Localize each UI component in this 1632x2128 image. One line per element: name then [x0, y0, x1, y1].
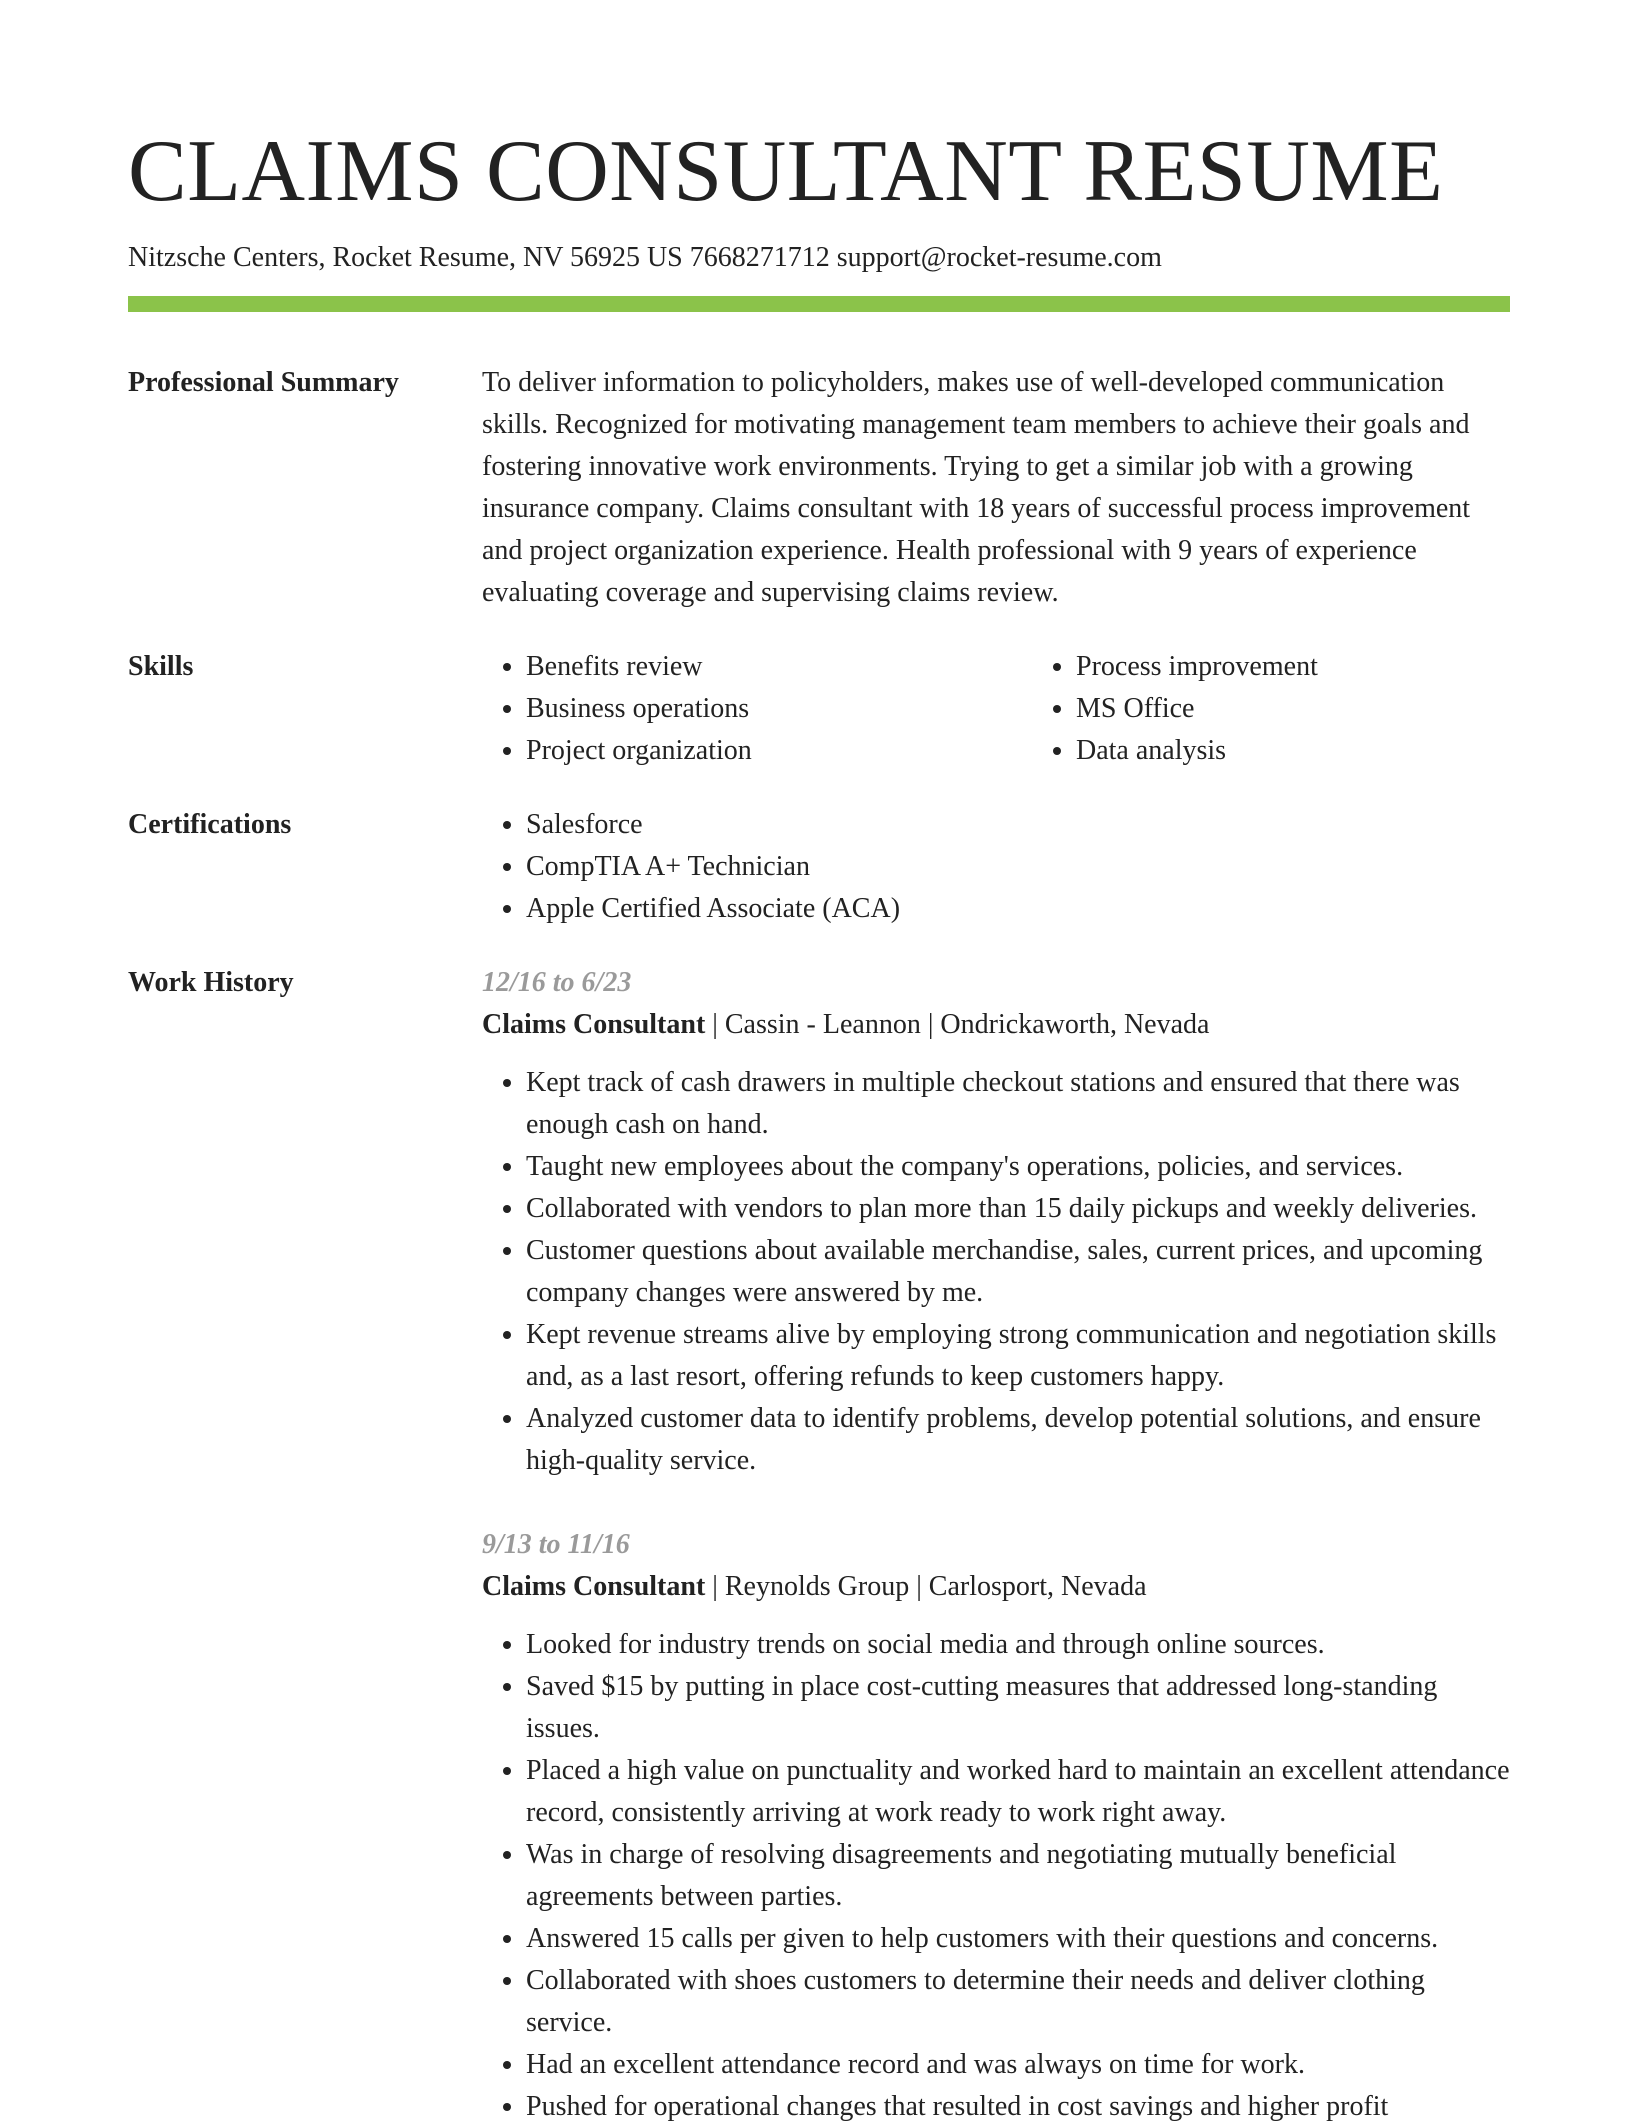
- certifications-list: [482, 804, 1510, 930]
- job-bullet: • Answered 15 calls per given to help customers with their questions and concerns.: [526, 1918, 1510, 1960]
- resume-page: [128, 0, 1510, 2128]
- job-bullet: • Collaborated with shoes customers to determine their needs and deliver clothing service.: [526, 1960, 1510, 2044]
- job-title: Claims Consultant: [482, 1009, 706, 1040]
- job-bullet: • Pushed for operational changes that resulted in cost savings and higher profit: [526, 2086, 1510, 2128]
- job-bullet: • Had an excellent attendance record and was always on time for work.: [526, 2044, 1510, 2086]
- skills-body: [482, 646, 1582, 772]
- section-label-work-history: Work History: [128, 967, 294, 998]
- job-bullet: • Was in charge of resolving disagreements and negotiating mutually beneficial agreements between parties.: [526, 1834, 1510, 1918]
- job-bullet: • Taught new employees about the company's operations, policies, and services.: [526, 1146, 1510, 1188]
- skill-item: • MS Office: [1076, 688, 1582, 730]
- job-heading: [482, 1004, 1510, 1046]
- certification-item: • Apple Certified Associate (ACA): [526, 888, 1510, 930]
- certification-item: • Salesforce: [526, 804, 1510, 846]
- job-bullets: [482, 1624, 1510, 2128]
- job-dates: 9/13 to 11/16: [482, 1529, 630, 1560]
- job-bullet: • Looked for industry trends on social media and through online sources.: [526, 1624, 1510, 1666]
- summary-body: [482, 362, 1510, 614]
- job-company-location: | Cassin - Leannon | Ondrickaworth, Nevada: [705, 1009, 1210, 1040]
- job-bullet: • Saved $15 by putting in place cost-cutting measures that addressed long-standing issues.: [526, 1666, 1510, 1750]
- skills-section: [128, 646, 1510, 772]
- skill-item: • Benefits review: [526, 646, 1032, 688]
- job-heading: [482, 1566, 1510, 1608]
- skill-item: • Business operations: [526, 688, 1032, 730]
- job-bullet: • Collaborated with vendors to plan more than 15 daily pickups and weekly deliveries.: [526, 1188, 1510, 1230]
- skill-item: • Project organization: [526, 730, 1032, 772]
- skill-item: • Data analysis: [1076, 730, 1582, 772]
- job-bullets: [482, 1062, 1510, 1482]
- section-label-skills: Skills: [128, 651, 194, 682]
- skills-list-right: [1032, 646, 1582, 772]
- skills-grid: [482, 646, 1582, 772]
- contact-line: Nitzsche Centers, Rocket Resume, NV 56925 US 7668271712 support@rocket-resume.com: [128, 242, 1162, 273]
- professional-summary-section: [128, 362, 1510, 614]
- job-title: Claims Consultant: [482, 1571, 706, 1602]
- header-divider: [128, 296, 1510, 312]
- skills-list-left: [482, 646, 1032, 772]
- job-bullet: • Kept revenue streams alive by employing strong communication and negotiation skills and, as a last resort, offering refunds to keep customers happy.: [526, 1314, 1510, 1398]
- resume-title: CLAIMS CONSULTANT RESUME: [128, 123, 1444, 220]
- job-bullet: • Analyzed customer data to identify problems, develop potential solutions, and ensure high-quality service.: [526, 1398, 1510, 1482]
- summary-text: To deliver information to policyholders, makes use of well-developed communication skills. Recognized for motivating management team members to achieve their goals and fostering innovative work environments. Trying to get a similar job with a growing insurance company. Claims consultant with 18 years of successful process improvement and project organization experience. Health professional with 9 years of experience evaluating coverage and supervising claims review.: [482, 367, 1471, 608]
- work-history-body: [482, 962, 1510, 2128]
- job-dates: 12/16 to 6/23: [482, 967, 632, 998]
- certifications-body: [482, 804, 1510, 930]
- job-entry-2: [482, 1524, 1510, 2128]
- section-label-summary: Professional Summary: [128, 367, 399, 398]
- certifications-section: [128, 804, 1510, 930]
- skill-item: • Process improvement: [1076, 646, 1582, 688]
- job-bullet: • Kept track of cash drawers in multiple checkout stations and ensured that there was enough cash on hand.: [526, 1062, 1510, 1146]
- job-entry-1: [482, 962, 1510, 1482]
- certification-item: • CompTIA A+ Technician: [526, 846, 1510, 888]
- section-label-certifications: Certifications: [128, 809, 292, 840]
- job-company-location: | Reynolds Group | Carlosport, Nevada: [705, 1571, 1147, 1602]
- job-bullet: • Placed a high value on punctuality and worked hard to maintain an excellent attendance record, consistently arriving at work ready to work right away.: [526, 1750, 1510, 1834]
- job-bullet: • Customer questions about available merchandise, sales, current prices, and upcoming company changes were answered by me.: [526, 1230, 1510, 1314]
- work-history-section: [128, 962, 1510, 2128]
